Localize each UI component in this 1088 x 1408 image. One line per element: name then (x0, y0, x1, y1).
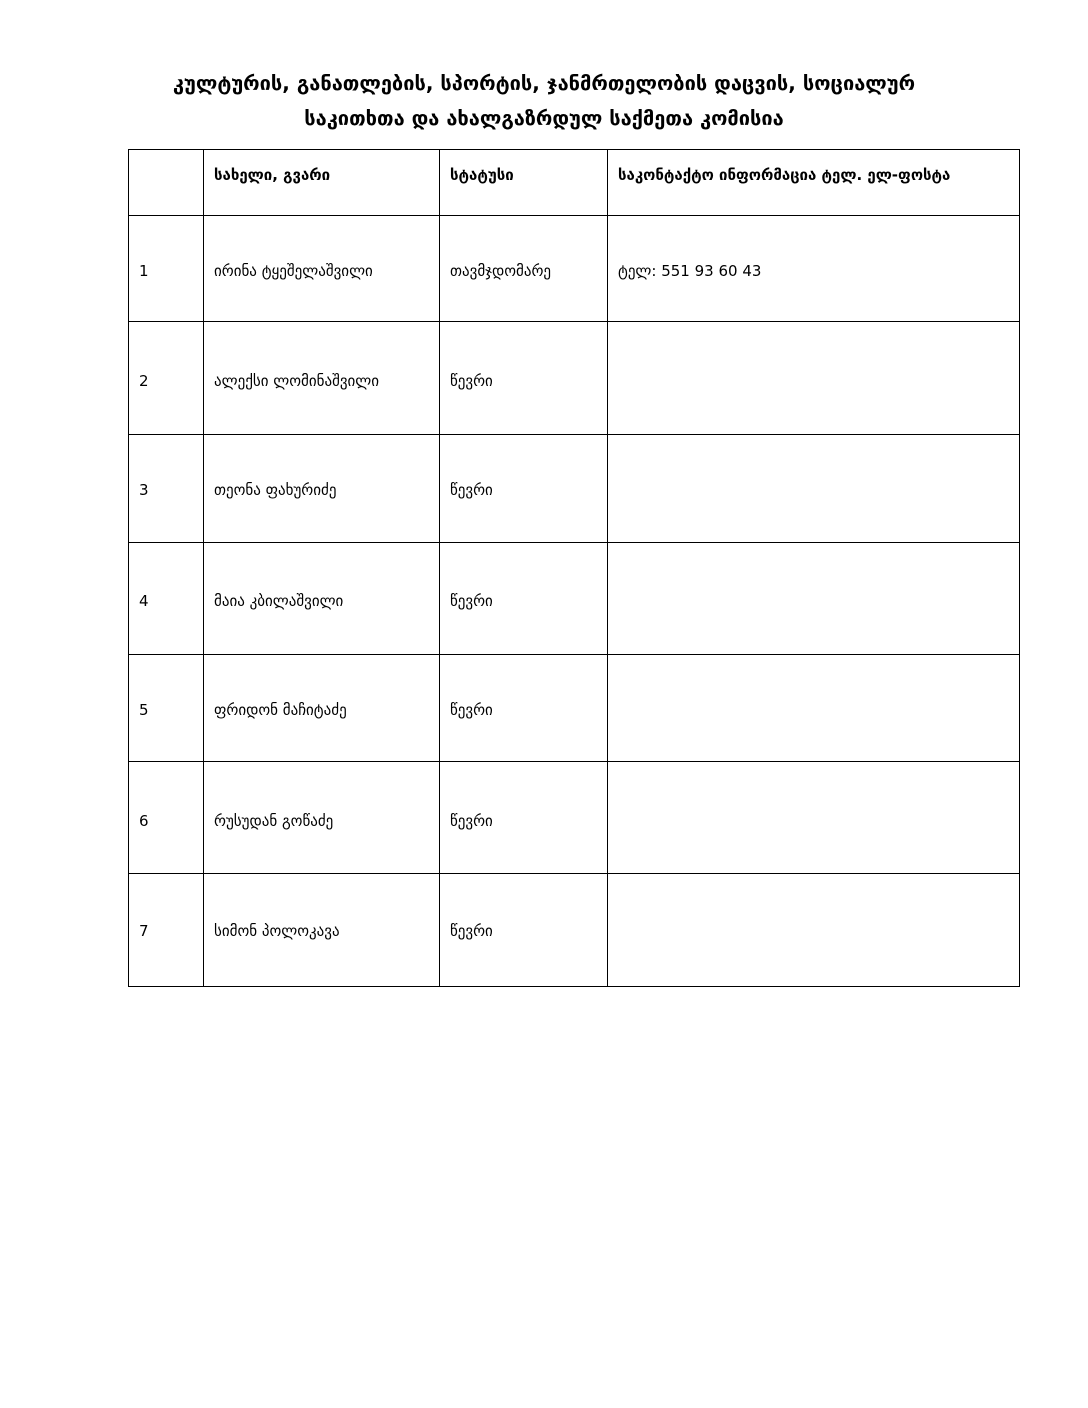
member-name: რუსუდან გოწაძე (204, 762, 440, 874)
member-status: თავმჯდომარე (440, 216, 608, 322)
member-contact (608, 435, 1020, 543)
row-number: 5 (129, 655, 204, 762)
commission-members-table (128, 149, 1020, 987)
header-status: სტატუსი (440, 150, 608, 216)
table-row (129, 216, 1020, 322)
member-name: ალექსი ლომინაშვილი (204, 322, 440, 435)
row-number: 2 (129, 322, 204, 435)
member-contact: ტელ: 551 93 60 43 (608, 216, 1020, 322)
member-name: ირინა ტყეშელაშვილი (204, 216, 440, 322)
member-name: თეონა ფახურიძე (204, 435, 440, 543)
member-status: წევრი (440, 874, 608, 987)
row-number: 7 (129, 874, 204, 987)
member-contact (608, 762, 1020, 874)
row-number: 1 (129, 216, 204, 322)
title-line-2: საკითხთა და ახალგაზრდულ საქმეთა კომისია (304, 106, 784, 130)
table-row (129, 543, 1020, 655)
title-line-1: კულტურის, განათლების, სპორტის, ჯანმრთელობის დაცვის, სოციალურ (172, 71, 916, 95)
member-contact (608, 322, 1020, 435)
header-number (129, 150, 204, 216)
header-contact: საკონტაქტო ინფორმაცია ტელ. ელ-ფოსტა (608, 150, 1020, 216)
member-contact (608, 874, 1020, 987)
member-status: წევრი (440, 435, 608, 543)
row-number: 3 (129, 435, 204, 543)
header-name: სახელი, გვარი (204, 150, 440, 216)
member-name: ფრიდონ მაჩიტაძე (204, 655, 440, 762)
table-row (129, 762, 1020, 874)
member-status: წევრი (440, 322, 608, 435)
row-number: 6 (129, 762, 204, 874)
table-row (129, 874, 1020, 987)
table-row (129, 322, 1020, 435)
member-status: წევრი (440, 543, 608, 655)
member-contact (608, 655, 1020, 762)
member-status: წევრი (440, 655, 608, 762)
member-status: წევრი (440, 762, 608, 874)
table-row (129, 435, 1020, 543)
table-header-row (129, 150, 1020, 216)
row-number: 4 (129, 543, 204, 655)
member-contact (608, 543, 1020, 655)
member-name: სიმონ პოლოკავა (204, 874, 440, 987)
member-name: მაია კბილაშვილი (204, 543, 440, 655)
table-row (129, 655, 1020, 762)
